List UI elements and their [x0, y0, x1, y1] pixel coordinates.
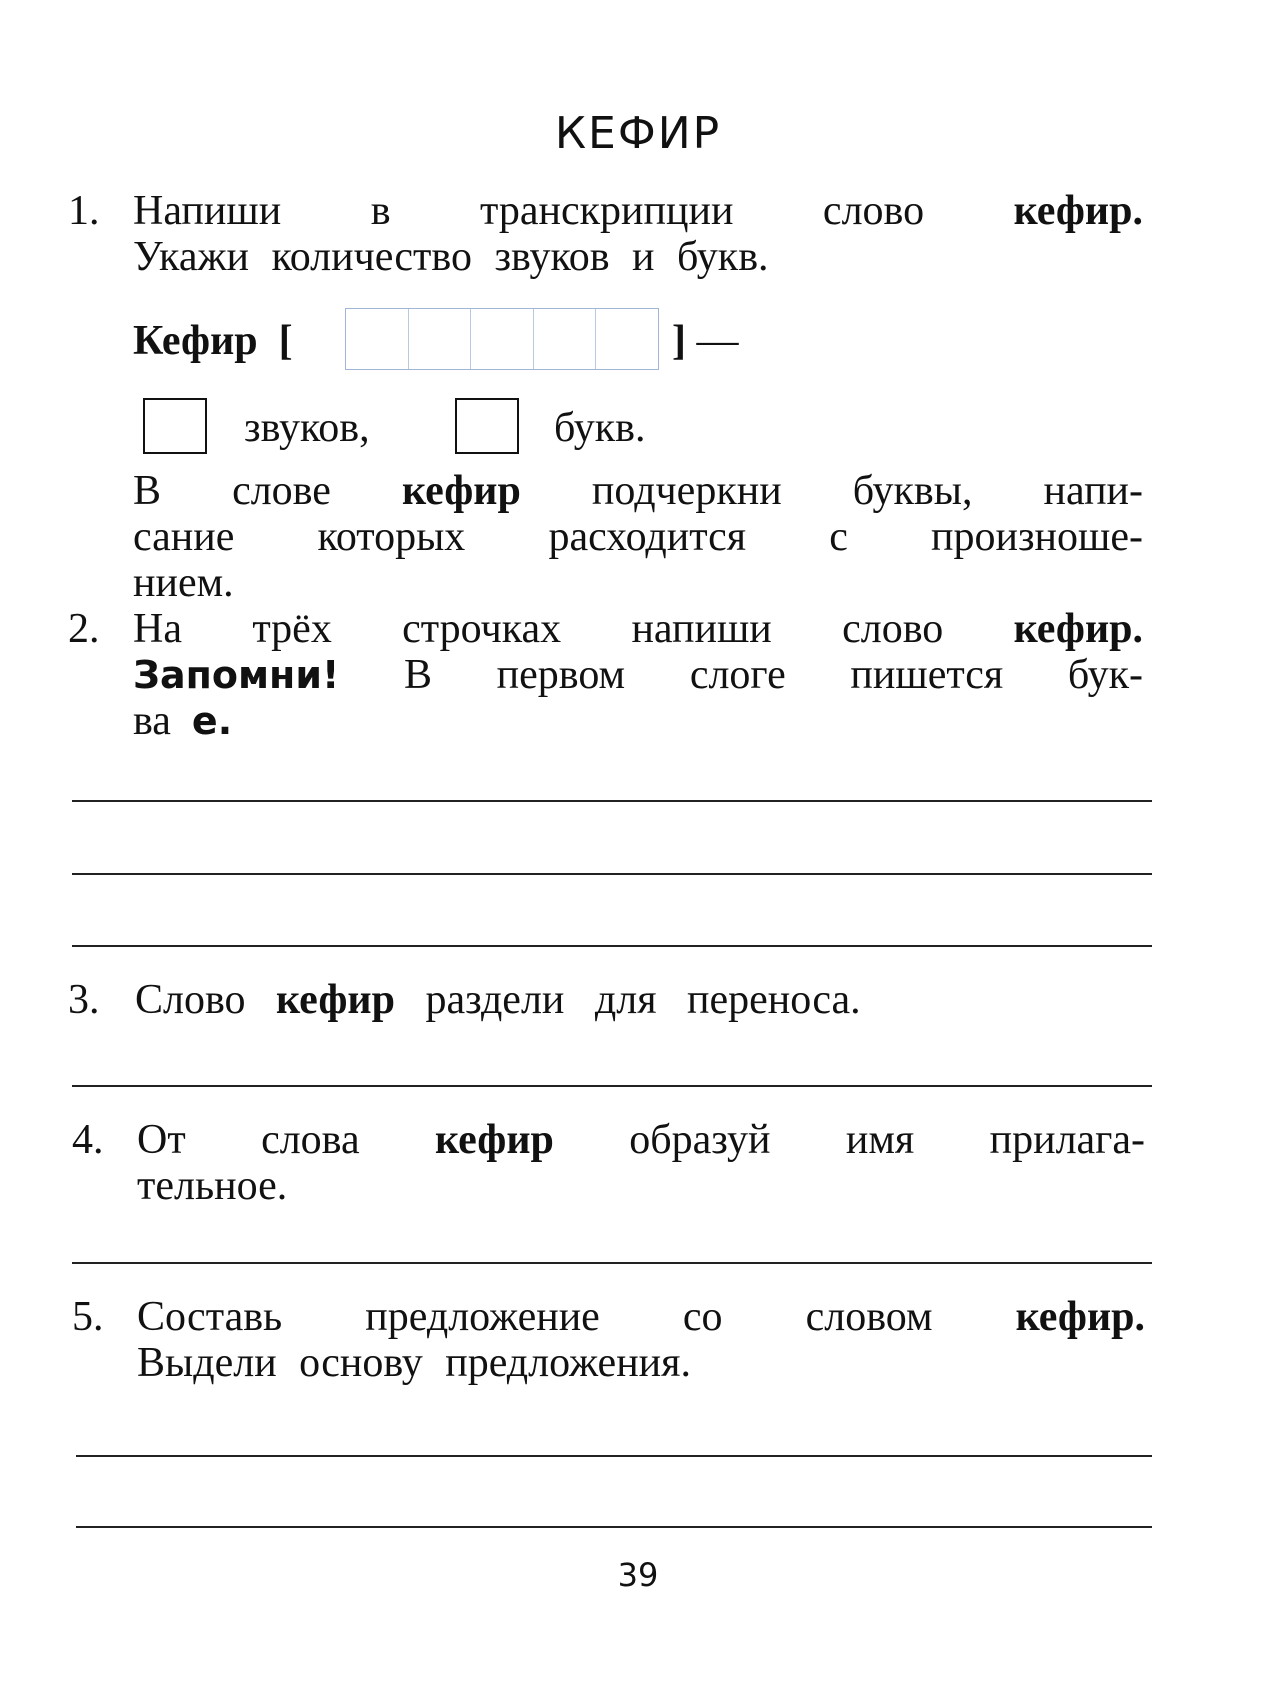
task-4-line-2: тельное.	[137, 1163, 288, 1209]
transcription-cells[interactable]	[345, 308, 659, 370]
answer-line[interactable]	[76, 1455, 1152, 1457]
task-1-line-2: Укажи количество звуков и букв.	[133, 234, 769, 280]
answer-line[interactable]	[72, 1085, 1152, 1087]
task-5-line-2: Выдели основу предложения.	[137, 1340, 691, 1386]
answer-line[interactable]	[76, 1526, 1152, 1528]
bracket-open: [	[278, 318, 293, 364]
answer-line[interactable]	[72, 873, 1152, 875]
sounds-label: звуков,	[244, 405, 370, 451]
letters-label: букв.	[554, 405, 646, 451]
task-1-line-1: Напиши в транскрипции слово кефир.	[133, 188, 1143, 234]
answer-line[interactable]	[72, 1262, 1152, 1264]
transcription-word: Кефир	[133, 318, 258, 364]
dash: —	[696, 318, 739, 364]
task-1-para-line-3: нием.	[133, 560, 234, 606]
task-3-line-1: Слово кефир раздели для переноса.	[135, 977, 861, 1023]
task-1-para-line-1: В слове кефир подчеркни буквы, напи-	[133, 468, 1144, 514]
task-1-para-line-2: сание которых расходится с произноше-	[133, 514, 1144, 560]
task-1-number: 1.	[68, 188, 100, 234]
transcription-row	[133, 318, 293, 364]
page-number: 39	[617, 1556, 659, 1594]
page-title: КЕФИР	[554, 108, 722, 159]
answer-line[interactable]	[72, 800, 1152, 802]
bracket-close: ]	[672, 318, 686, 364]
transcription-cell[interactable]	[596, 309, 658, 369]
task-2-line-3: ва е.	[133, 698, 233, 744]
task-5-number: 5.	[72, 1294, 104, 1340]
transcription-cell[interactable]	[346, 309, 409, 369]
answer-line[interactable]	[72, 945, 1152, 947]
task-2-line-2: Запомни! В первом слоге пишется бук-	[133, 652, 1144, 698]
task-4-number: 4.	[72, 1117, 104, 1163]
sounds-count-box[interactable]	[143, 398, 207, 454]
transcription-cell[interactable]	[534, 309, 597, 369]
letters-count-box[interactable]	[455, 398, 519, 454]
task-3-number: 3.	[68, 977, 100, 1023]
task-5-line-1: Составь предложение со словом кефир.	[137, 1294, 1146, 1340]
task-2-line-1: На трёх строчках напиши слово кефир.	[133, 606, 1144, 652]
task-4-line-1: От слова кефир образуй имя прилага-	[137, 1117, 1146, 1163]
task-2-number: 2.	[68, 606, 100, 652]
bracket-close-row	[672, 318, 739, 364]
transcription-cell[interactable]	[471, 309, 534, 369]
transcription-cell[interactable]	[409, 309, 472, 369]
